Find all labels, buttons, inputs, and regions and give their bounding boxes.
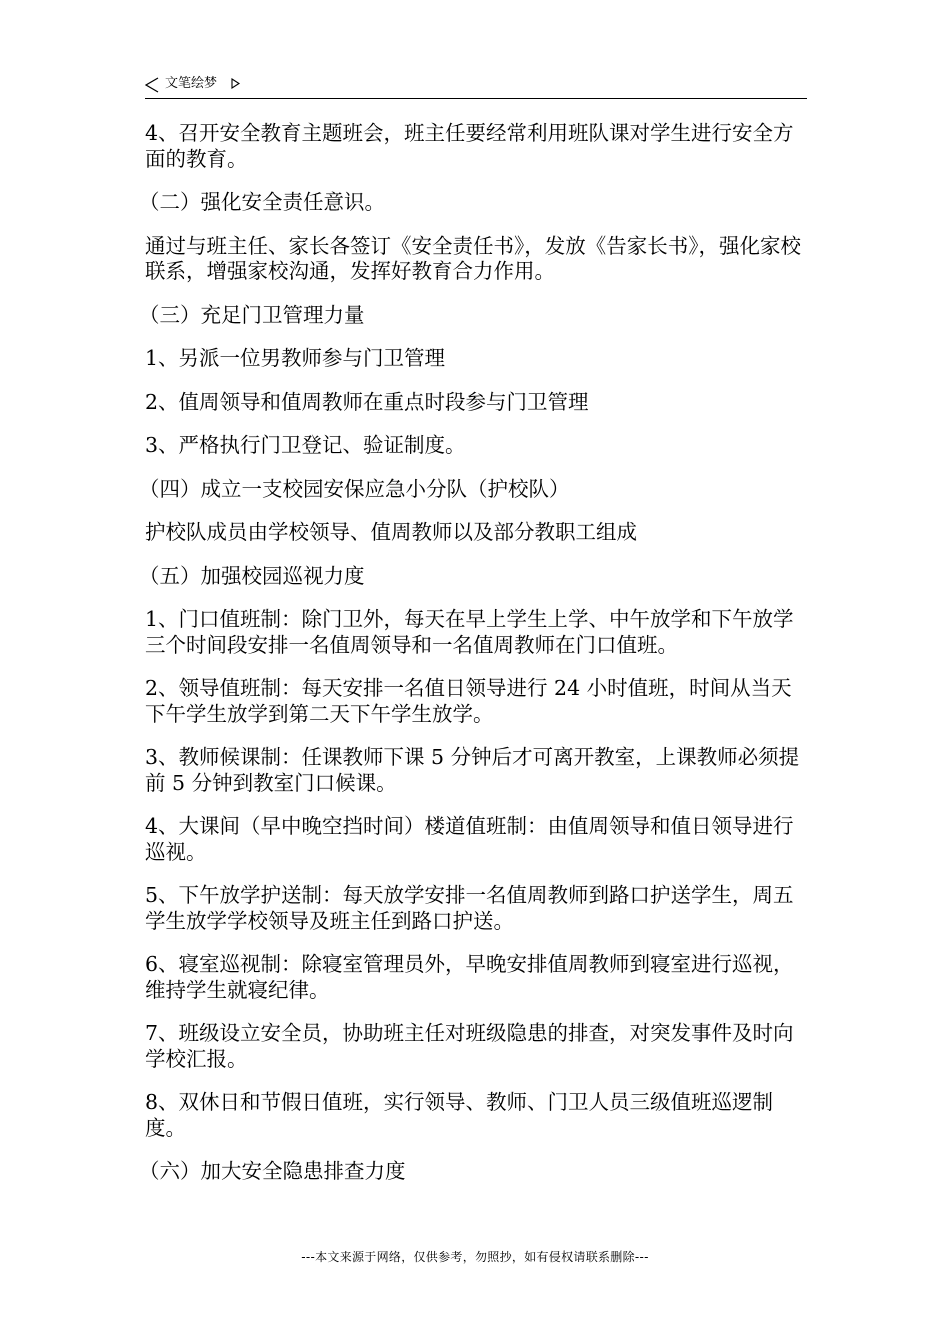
left-triangle-icon: [145, 77, 159, 93]
body-paragraph: 6、寝室巡视制：除寝室管理员外，早晚安排值周教师到寝室进行巡视，维持学生就寝纪律。: [145, 952, 794, 1002]
body-paragraph: 7、班级设立安全员，协助班主任对班级隐患的排查，对突发事件及时向学校汇报。: [145, 1021, 794, 1071]
section-heading: （五）加强校园巡视力度: [139, 563, 365, 588]
section-heading: （四）成立一支校园安保应急小分队（护校队）: [139, 476, 570, 501]
header-brand: 文笔绘梦: [165, 76, 218, 91]
page-header: [145, 74, 807, 99]
section-heading: （六）加大安全隐患排查力度: [139, 1159, 406, 1183]
body-paragraph: 1、门口值班制：除门卫外，每天在早上学生上学、中午放学和下午放学三个时间段安排一名值周领导和一名值周教师在门口值班。: [145, 607, 794, 657]
section-heading: （二）强化安全责任意识。: [139, 190, 385, 214]
body-paragraph: 8、双休日和节假日值班，实行领导、教师、门卫人员三级值班巡逻制度。: [145, 1090, 774, 1140]
body-paragraph: 2、值周领导和值周教师在重点时段参与门卫管理: [145, 389, 589, 414]
body-paragraph: 通过与班主任、家长各签订《安全责任书》，发放《告家长书》，强化家校联系，增强家校沟通，发挥好教育合力作用。: [145, 233, 801, 283]
body-paragraph: 2、领导值班制：每天安排一名值日领导进行 24 小时值班，时间从当天下午学生放学到第二天下午学生放学。: [145, 676, 792, 726]
body-paragraph: 1、另派一位男教师参与门卫管理: [145, 346, 446, 370]
body-paragraph: 3、严格执行门卫登记、验证制度。: [145, 433, 466, 457]
page-footer: ---本文来源于网络，仅供参考，勿照抄，如有侵权请联系删除---: [301, 1250, 649, 1264]
body-paragraph: 3、教师候课制：任课教师下课 5 分钟后才可离开教室，上课教师必须提前 5 分钟到教室门口候课。: [145, 745, 800, 795]
right-triangle-icon: [231, 78, 240, 89]
body-paragraph: 5、下午放学护送制：每天放学安排一名值周教师到路口护送学生，周五学生放学学校领导及班主任到路口护送。: [145, 883, 794, 933]
section-heading: （三）充足门卫管理力量: [139, 302, 365, 327]
body-paragraph: 4、大课间（早中晚空挡时间）楼道值班制：由值周领导和值日领导进行巡视。: [145, 814, 794, 864]
body-paragraph: 4、召开安全教育主题班会，班主任要经常利用班队课对学生进行安全方面的教育。: [145, 121, 794, 171]
document-body: [139, 121, 810, 1203]
body-paragraph: 护校队成员由学校领导、值周教师以及部分教职工组成: [145, 520, 637, 544]
